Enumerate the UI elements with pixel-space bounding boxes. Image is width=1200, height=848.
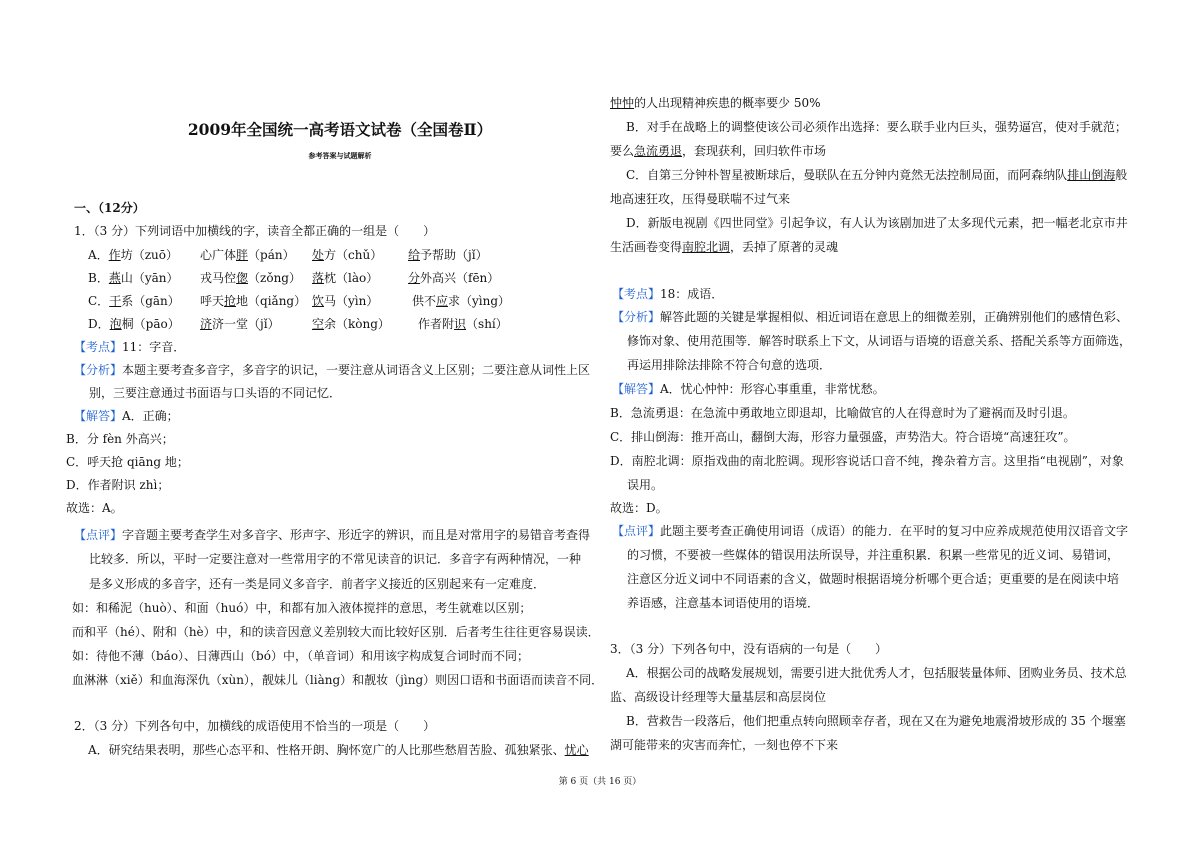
jieda-2-line: C．排山倒海：推开高山，翻倒大海，形容力量强盛，声势浩大。符合语境“高速狂攻”。 [610,430,1076,444]
jieda-1-line [74,405,179,428]
kaodian-tag: 【考点】 [74,340,123,354]
option-text: ，套现获利，回归软件市场 [682,144,827,158]
jieda-tag: 【解答】 [74,409,123,423]
underlined-char: 胖 [236,248,249,262]
option-text: 坊（zuō） [120,248,178,262]
question-3-option-a: A．根据公司的战略发展规划，需要引进大批优秀人才，包括服装量体师、团购业务员、技术总 [626,666,1127,680]
jieda-1-line: C．呼天抢 qiāng 地； [66,455,189,469]
dianping-text: 此题主要考查正确使用词语（成语）的能力．在平时的复习中应养成规范使用汉语音文字 [660,524,1129,538]
option-word [88,290,180,313]
jieda-2-line: D．南腔北调：原指戏曲的南北腔调。现形容说话口音不纯，搀杂着方言。这里指“电视剧”，对象 [610,454,1124,468]
option-word [200,290,306,313]
option-text: 予帮助（jǐ） [420,248,488,262]
fenxi-1-line: 别，三要注意通过书面语与口头语的不同记忆． [89,386,342,400]
underlined-char: 分 [408,271,421,285]
option-text: B． [88,271,109,285]
jieda-text: A．忧心忡忡：形容心事重重，非常忧愁。 [660,382,885,396]
option-text: 余（kòng） [324,317,390,331]
option-word [88,267,179,290]
option-word [88,244,178,267]
option-text: 济一堂（jǐ） [212,317,280,331]
question-2-stem: 2．（3 分）下列各句中，加横线的成语使用不恰当的一项是（ ） [74,719,436,733]
option-text: 桐（pāo） [121,317,180,331]
option-text: 方（chǔ） [324,248,383,262]
kaodian-2 [612,283,723,306]
jieda-1-line: D．作者附识 zhì； [66,478,170,492]
question-3-option-b: 湖可能带来的灾害而奔忙，一刻也停不下来 [610,738,839,752]
dianping-1-line: 比较多．所以，平时一定要注意对一些常用字的不常见读音的识记．多音字有两种情况，一种 [89,552,582,566]
option-text: 枕（lào） [324,271,379,285]
underlined-idiom: 排山倒海 [1067,168,1116,182]
option-text: 戎马倥 [200,271,237,285]
option-text: 般 [1115,168,1128,182]
underlined-char: 偬 [236,271,249,285]
underlined-char: 处 [312,248,325,262]
option-text: ，丢掉了原著的灵魂 [730,240,839,254]
fenxi-tag: 【分析】 [612,310,661,324]
underlined-char: 应 [436,294,449,308]
page-subtitle: 参考答案与试题解析 [308,151,372,160]
option-text: 马（yìn） [324,294,379,308]
option-text: C． [88,294,110,308]
underlined-char: 干 [109,294,122,308]
option-b-line: B．对手在战略上的调整使该公司必须作出选择：要么联手业内巨头，强势逼宫，使对手就范； [626,120,1127,134]
underlined-char: 济 [200,317,213,331]
fenxi-tag: 【分析】 [74,363,123,377]
dianping-2-line: 的习惯，不要被一些媒体的错误用法所误导，并注重积累．积累一些常见的近义词、易错词， [627,548,1120,562]
option-word [200,244,295,267]
fenxi-2-line [612,306,1128,329]
question-2-option-a [88,739,589,762]
option-text: （zǒng） [248,271,301,285]
underlined-idiom: 忧心 [564,743,589,757]
section-heading: 一、（12分） [74,201,145,215]
underlined-char: 饮 [312,294,325,308]
fenxi-1-line [74,359,590,382]
option-text: C．自第三分钟朴智星被断球后，曼联队在五分钟内竟然无法控制局面，而阿森纳队 [626,168,1068,182]
kaodian-1 [74,336,185,359]
option-text: 求（yìng） [448,294,511,308]
dianping-1-line [74,524,590,547]
question-1-stem: 1．（3 分）下列词语中加横线的字，读音全都正确的一组是（ ） [74,224,436,238]
jieda-2-line: 误用。 [627,478,664,492]
option-text: 心广体 [200,248,237,262]
option-text: 生活画卷变得 [610,240,683,254]
dianping-tag: 【点评】 [74,528,123,542]
option-text: 作者附 [418,317,455,331]
option-text: 外高兴（fēn） [420,271,500,285]
fenxi-2-line: 修饰对象、使用范围等．解答时联系上下文，从词语与语境的语意关系、搭配关系等方面筛选， [627,334,1132,348]
example-line: 如：待他不薄（báo）、日薄西山（bó）中，（单音词）和用该字构成复合词时而不同； [72,649,529,663]
option-word [408,244,488,267]
underlined-char: 识 [454,317,467,331]
option-word [312,313,390,336]
underlined-char: 落 [312,271,325,285]
option-text: 要么 [610,144,635,158]
option-text: 供不 [412,294,437,308]
option-text: A． [88,248,109,262]
option-c-line: 地高速狂攻，压得曼联喘不过气来 [610,192,791,206]
option-word [312,267,378,290]
option-word [312,244,382,267]
page-title: 2009年全国统一高考语文试卷（全国卷Ⅱ） [187,120,493,139]
option-d-line [610,236,838,259]
underlined-char: 空 [312,317,325,331]
underlined-char: 泡 [109,317,122,331]
option-text: 的人出现精神疾患的概率要少 50% [634,96,821,110]
option-word [200,267,301,290]
page-footer: 第 6 页（共 16 页） [558,777,642,787]
dianping-2-line: 养语感，注意基本词语使用的语境． [627,596,820,610]
underlined-char: 燕 [108,271,121,285]
option-word [312,290,378,313]
fenxi-text: 本题主要考查多音字，多音字的识记，一要注意从词语含义上区别；二要注意从词性上区 [122,363,591,377]
underlined-char: 给 [408,248,421,262]
option-text: 系（gān） [121,294,180,308]
underlined-idiom: 忡忡 [610,96,635,110]
underlined-char: 作 [108,248,121,262]
option-word [412,290,510,313]
option-text: 地（qiǎng） [236,294,307,308]
dianping-2-line [612,520,1128,543]
option-text: （pán） [248,248,295,262]
option-word [418,313,508,336]
dianping-1-line: 是多义形成的多音字，还有一类是同义多音字．前者字义接近的区别起来有一定难度． [89,577,546,591]
underlined-idiom: 南腔北调 [682,240,731,254]
option-word [200,313,280,336]
jieda-tag: 【解答】 [612,382,661,396]
option-a-continued [610,92,821,115]
dianping-text: 字音题主要考查学生对多音字、形声字、形近字的辨识，而且是对常用字的易错音考查得 [122,528,591,542]
example-line: 血淋淋（xiě）和血海深仇（xùn），靓妹儿（liàng）和靓妆（jìng）则因口语和书面语而读音不同． [72,673,604,687]
fenxi-text: 解答此题的关键是掌握相似、相近词语在意思上的细微差别，正确辨别他们的感情色彩、 [660,310,1129,324]
option-word [88,313,180,336]
jieda-2-line [612,378,885,401]
option-text: （shí） [466,317,508,331]
option-b-line [610,140,826,163]
jieda-2-line: 故选：D。 [610,501,668,515]
kaodian-text: 11：字音． [122,340,186,354]
option-c-line [626,164,1127,187]
jieda-1-line: B．分 fèn 外高兴； [66,432,174,446]
dianping-tag: 【点评】 [612,524,661,538]
kaodian-tag: 【考点】 [612,287,661,301]
option-word [408,267,499,290]
option-text: 山（yān） [120,271,179,285]
fenxi-2-line: 再运用排除法排除不符合句意的选项． [627,358,832,372]
jieda-text: A．正确； [122,409,179,423]
underlined-char: 抢 [224,294,237,308]
option-text: 呼天 [200,294,225,308]
jieda-1-line: 故选：A。 [66,501,123,515]
underlined-idiom: 急流勇退 [634,144,683,158]
jieda-2-line: B．急流勇退：在急流中勇敢地立即退却，比喻做官的人在得意时为了避祸而及时引退。 [610,406,1075,420]
example-line: 而和平（hé）、附和（hè）中，和的读音因意义差别较大而比较好区别．后者考生往往更容易误读． [72,625,600,639]
option-d-line: D．新版电视剧《四世同堂》引起争议，有人认为该剧加进了太多现代元素，把一幅老北京市井 [626,216,1128,230]
option-text: D． [88,317,110,331]
question-3-option-b: B．营救告一段落后，他们把重点转向照顾幸存者，现在又在为避免地震滑坡形成的 35 个堰塞 [626,714,1126,728]
option-text: A．研究结果表明，那些心态平和、性格开朗、胸怀宽广的人比那些愁眉苦脸、孤独紧张、 [88,743,565,757]
example-line: 如：和稀泥（huò）、和面（huó）中，和都有加入液体搅拌的意思，考生就难以区别； [72,601,532,615]
dianping-2-line: 注意区分近义词中不同语素的含义，做题时根据语境分析哪个更合适；更重要的是在阅读中培 [627,572,1120,586]
question-3-stem: 3．（3 分）下列各句中，没有语病的一句是（ ） [610,642,888,656]
question-3-option-a: 监、高级设计经理等大量基层和高层岗位 [610,690,827,704]
kaodian-text: 18：成语． [660,287,724,301]
